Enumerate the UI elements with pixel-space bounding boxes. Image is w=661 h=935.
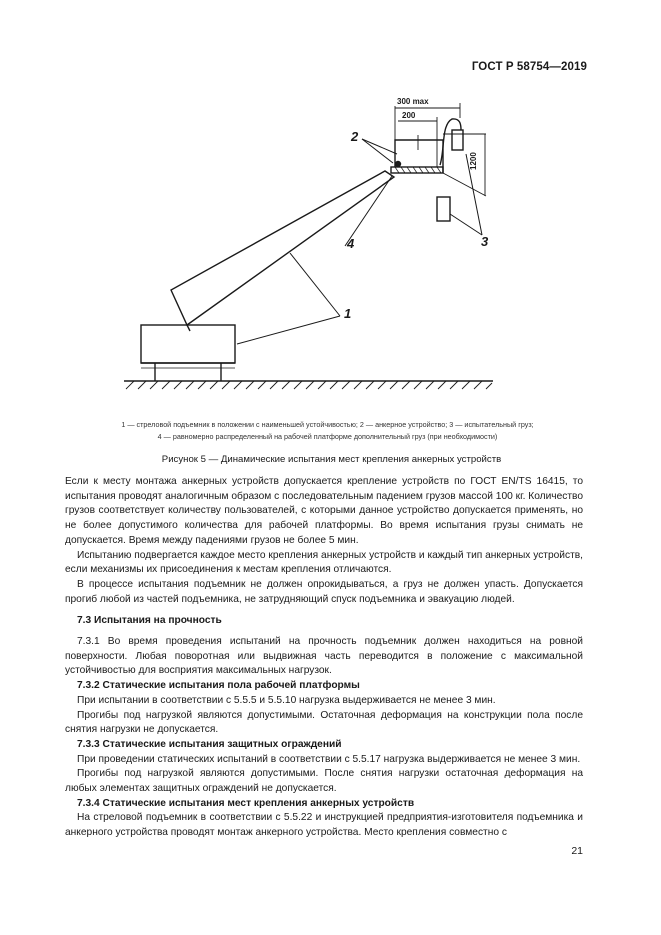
paragraph-7-3-4: На стреловой подъемник в соответствии с 5.5.22 и инструкцией предприятия-изготовителя подъемника и анкерного устройства проводят монтаж анкерного устройства. Место крепления совместно с <box>65 812 583 839</box>
paragraph-2 <box>65 549 583 578</box>
paragraph-7-3-2-a: При испытании в соответствии с 5.5.5 и 5.5.10 нагрузка выдерживается не менее 3 мин. <box>77 694 496 706</box>
test-weight-upper <box>452 130 463 150</box>
body-text <box>65 475 583 841</box>
lift-chassis <box>141 325 235 363</box>
paragraph-7-3-1: 7.3.1 Во время проведения испытаний на прочность подъемник должен находиться на ровной поверхности. Любая поворотная или выдвижная часть переводится в положение с максимальной устойчивостью для восприятия максимальных нагрузок. <box>65 636 583 677</box>
dim-1200-label: 1200 <box>469 152 478 170</box>
page-number: 21 <box>571 845 583 857</box>
paragraph-3-text: В процессе испытания подъемник не должен опрокидываться, а груз не должен упасть. Допускается прогиб любой из частей подъемника, не затрудняющий спуск подъемника и эвакуацию людей. <box>65 578 583 605</box>
figure-legend-line-2: 4 — равномерно распределенный на рабочей платформе дополнительный груз (при необходимости) <box>157 432 498 441</box>
paragraph-1 <box>65 475 583 549</box>
leader-lines <box>237 139 482 344</box>
figure-legend-line-1: 1 — стреловой подъемник в положении с наименьшей устойчивостью; 2 — анкерное устройство; 3 — испытательный груз; <box>121 420 534 429</box>
lift-boom <box>171 171 394 325</box>
callout-4: 4 <box>347 236 355 251</box>
paragraph-7-3-3-a: При проведении статических испытаний в соответствии с 5.5.17 нагрузка выдерживается не менее 3 мин. <box>77 753 581 765</box>
section-heading-7-3: 7.3 Испытания на прочность <box>77 615 222 627</box>
platform-guardrail <box>395 140 443 173</box>
section-heading-7-3-2: 7.3.2 Статические испытания пола рабочей платформы <box>77 680 360 692</box>
dim-200-label: 200 <box>402 111 416 120</box>
figure-5-diagram <box>0 0 661 450</box>
section-heading-7-3-3: 7.3.3 Статические испытания защитных ограждений <box>77 738 342 750</box>
section-heading-7-3-4: 7.3.4 Статические испытания мест крепления анкерных устройств <box>77 797 415 809</box>
paragraph-7-3-2-b: Прогибы под нагрузкой являются допустимыми. Остаточная деформация на конструкции пола после снятия нагрузки не допускается. <box>65 709 583 736</box>
callout-2: 2 <box>351 129 359 144</box>
test-weight-lower <box>437 197 450 221</box>
dim-300-label: 300 max <box>397 97 429 106</box>
ground-hatch <box>126 381 492 389</box>
anchor-device <box>396 162 401 167</box>
callout-1: 1 <box>344 306 352 321</box>
paragraph-3 <box>65 578 583 607</box>
paragraph-7-3-3-b: Прогибы под нагрузкой являются допустимыми. После снятия нагрузки остаточная деформация на любых элементах защитных ограждений не допускается. <box>65 768 583 795</box>
paragraph-1-text: Если к месту монтажа анкерных устройств допускается крепление устройств по ГОСТ EN/TS 16415, то испытания проводят аналогичным образом с последовательным падением грузов массой 100 кг. Количество грузов соответствует количеству пользователей, с которыми данное устройство допускается применять, но не более допустимого количества для рабочей платформы. Во время испытания грузы снимать не допускается. Время между падениями грузов не более 5 мин. <box>65 476 583 546</box>
document-code: ГОСТ Р 58754—2019 <box>471 61 587 73</box>
paragraph-2-text: Испытанию подвергается каждое место крепления анкерных устройств и каждый тип анкерных устройств, если механизмы их присоединения к местам крепления отличаются. <box>65 549 583 576</box>
callout-3: 3 <box>481 234 489 249</box>
figure-caption: Рисунок 5 — Динамические испытания мест крепления анкерных устройств <box>161 454 502 465</box>
